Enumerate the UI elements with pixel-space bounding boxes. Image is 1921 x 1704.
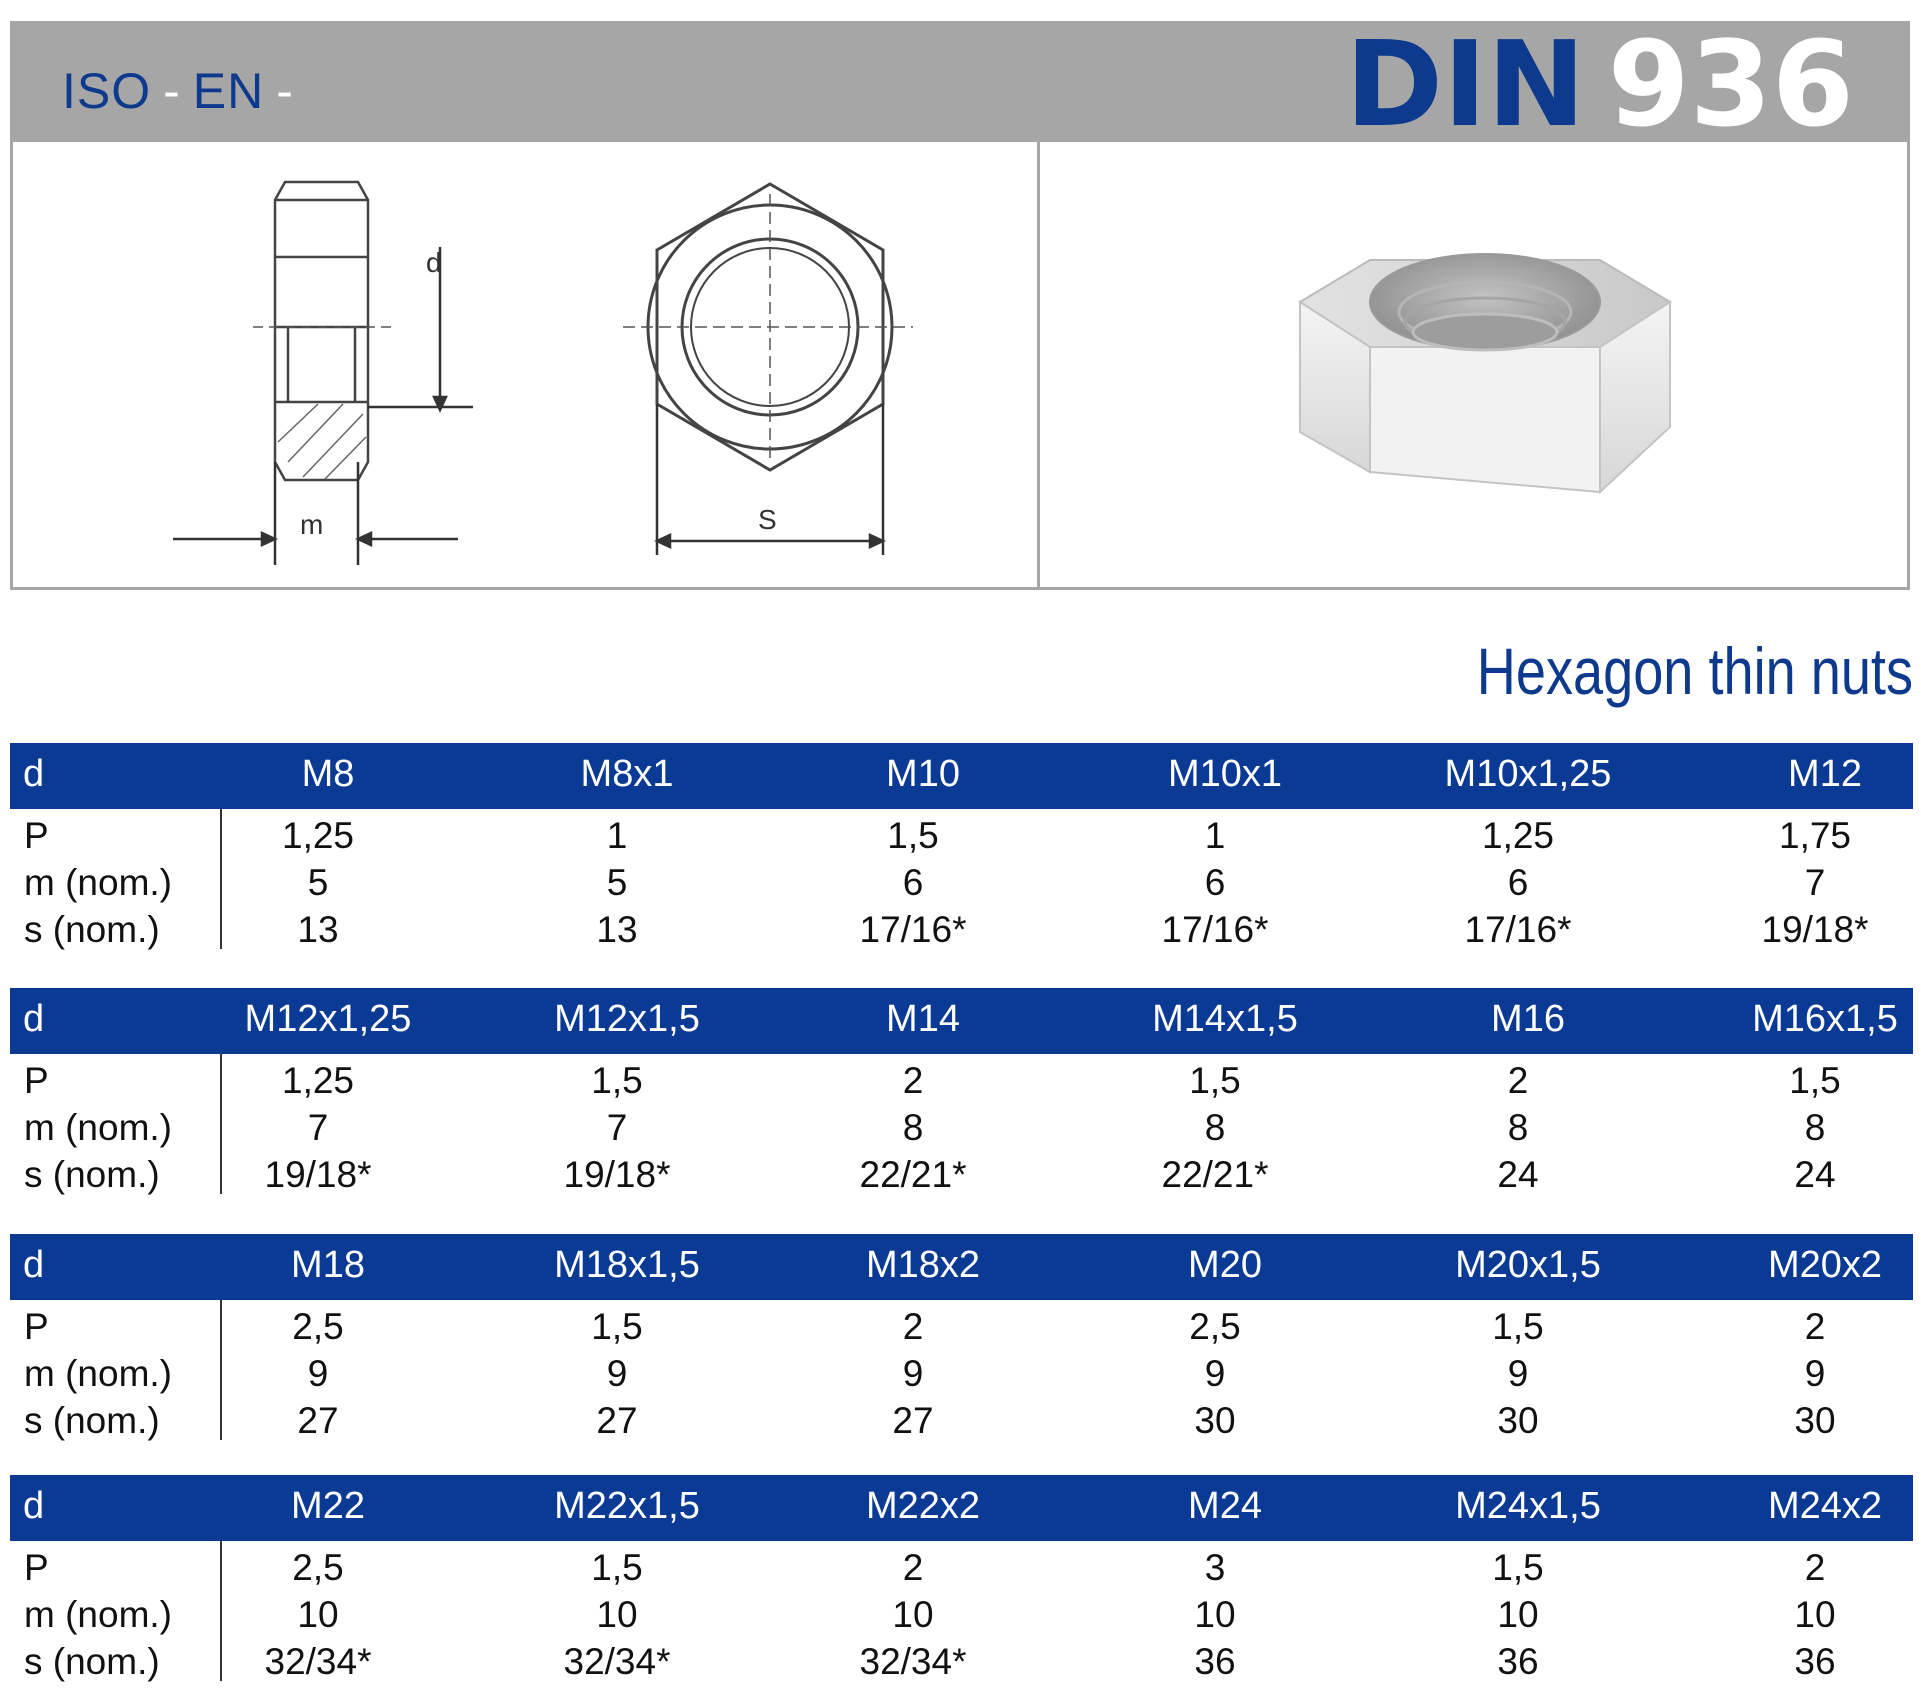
row-label-d: d xyxy=(23,1244,45,1286)
thread-size-cell: M14 xyxy=(886,998,960,1040)
size-table xyxy=(10,988,1913,1194)
table-cell-p: 3 xyxy=(1204,1547,1226,1588)
table-body xyxy=(10,1300,1913,1440)
table-cell-s: 24 xyxy=(1794,1154,1836,1195)
table-cell-s: 30 xyxy=(1497,1400,1539,1441)
dim-s-label: S xyxy=(758,504,777,535)
table-cell-m: 10 xyxy=(1497,1594,1539,1635)
table-cell-m: 10 xyxy=(596,1594,638,1635)
thread-size-cell: M24 xyxy=(1188,1485,1262,1527)
table-cell-s: 32/34* xyxy=(563,1641,671,1682)
table-cell-s: 13 xyxy=(297,909,339,950)
thread-size-cell: M20x1,5 xyxy=(1455,1244,1601,1286)
table-cell-p: 2 xyxy=(902,1547,924,1588)
table-body xyxy=(10,1054,1913,1194)
table-cell-p: 1,5 xyxy=(591,1060,643,1101)
thread-size-cell: M8x1 xyxy=(580,753,674,795)
table-cell-s: 24 xyxy=(1497,1154,1539,1195)
row-label-m: m (nom.) xyxy=(24,1107,172,1148)
thread-size-cell: M16 xyxy=(1491,998,1565,1040)
standard-label xyxy=(62,62,306,120)
thread-size-cell: M12x1,5 xyxy=(554,998,700,1040)
thread-size-cell: M10x1 xyxy=(1167,753,1283,795)
table-cell-m: 6 xyxy=(1507,862,1529,903)
table-cell-m: 10 xyxy=(892,1594,934,1635)
table-header-row xyxy=(10,743,1913,809)
table-cell-s: 27 xyxy=(596,1400,638,1441)
table-cell-p: 1,5 xyxy=(591,1547,643,1588)
hex-nut-photo xyxy=(1040,142,1913,590)
table-cell-s: 13 xyxy=(596,909,638,950)
thread-size-cell: M8 xyxy=(301,753,355,795)
row-label-p: P xyxy=(24,1547,49,1588)
thread-size-cell: M22x1,5 xyxy=(554,1485,700,1527)
thread-size-cell: M22x2 xyxy=(865,1485,981,1527)
table-cell-p: 1,5 xyxy=(1492,1547,1544,1588)
table-header-row xyxy=(10,988,1913,1054)
table-cell-p: 2 xyxy=(902,1306,924,1347)
table-cell-m: 9 xyxy=(1804,1353,1826,1394)
thread-size-cell: M18 xyxy=(291,1244,365,1286)
table-cell-s: 27 xyxy=(297,1400,339,1441)
table-cell-p: 1,5 xyxy=(1189,1060,1241,1101)
table-cell-p: 2 xyxy=(902,1060,924,1101)
size-table xyxy=(10,743,1913,949)
table-cell-m: 8 xyxy=(1507,1107,1529,1148)
row-label-s: s (nom.) xyxy=(24,1400,160,1441)
table-cell-m: 9 xyxy=(902,1353,924,1394)
table-cell-m: 10 xyxy=(1194,1594,1236,1635)
row-label-d: d xyxy=(23,1485,45,1527)
table-cell-s: 17/16* xyxy=(1464,909,1572,950)
dim-m-label: m xyxy=(300,509,324,540)
table-cell-m: 9 xyxy=(307,1353,329,1394)
thread-size-cell: M20 xyxy=(1188,1244,1262,1286)
row-label-p: P xyxy=(24,815,49,856)
thread-size-cell: M10 xyxy=(886,753,960,795)
row-label-s: s (nom.) xyxy=(24,1641,160,1682)
table-cell-s: 36 xyxy=(1497,1641,1539,1682)
table-cell-p: 1,25 xyxy=(281,1060,355,1101)
table-cell-m: 7 xyxy=(1804,862,1826,903)
thread-size-cell: M16x1,5 xyxy=(1752,998,1898,1040)
table-cell-p: 2,5 xyxy=(292,1306,344,1347)
table-cell-s: 36 xyxy=(1794,1641,1836,1682)
table-cell-s: 22/21* xyxy=(859,1154,967,1195)
row-label-s: s (nom.) xyxy=(24,909,160,950)
thread-size-cell: M20x2 xyxy=(1767,1244,1883,1286)
table-cell-p: 1 xyxy=(1204,815,1226,856)
table-cell-m: 8 xyxy=(1804,1107,1826,1148)
din-title xyxy=(1345,15,1854,153)
table-cell-s: 27 xyxy=(892,1400,934,1441)
technical-drawing xyxy=(13,142,1043,590)
table-cell-m: 9 xyxy=(1507,1353,1529,1394)
separator: - xyxy=(163,63,181,119)
row-label-m: m (nom.) xyxy=(24,1353,172,1394)
table-header-row xyxy=(10,1234,1913,1300)
row-label-d: d xyxy=(23,753,45,795)
column-divider xyxy=(220,1300,222,1440)
thread-size-cell: M12x1,25 xyxy=(244,998,412,1040)
din-label: DIN xyxy=(1345,15,1586,153)
thread-size-cell: M24x1,5 xyxy=(1455,1485,1601,1527)
row-label-d: d xyxy=(23,998,45,1040)
product-subtitle: Hexagon thin nuts xyxy=(1476,634,1913,708)
table-cell-m: 9 xyxy=(1204,1353,1226,1394)
table-body xyxy=(10,1541,1913,1681)
separator: - xyxy=(276,63,294,119)
table-cell-m: 5 xyxy=(606,862,628,903)
size-table xyxy=(10,1234,1913,1440)
table-cell-s: 32/34* xyxy=(859,1641,967,1682)
thread-size-cell: M24x2 xyxy=(1767,1485,1883,1527)
table-cell-s: 30 xyxy=(1794,1400,1836,1441)
table-cell-p: 1,25 xyxy=(281,815,355,856)
table-cell-p: 2,5 xyxy=(292,1547,344,1588)
thread-size-cell: M14x1,5 xyxy=(1152,998,1298,1040)
table-cell-m: 10 xyxy=(1794,1594,1836,1635)
table-cell-s: 19/18* xyxy=(1761,909,1869,950)
table-cell-m: 10 xyxy=(297,1594,339,1635)
row-label-m: m (nom.) xyxy=(24,1594,172,1635)
table-cell-p: 2,5 xyxy=(1189,1306,1241,1347)
thread-size-cell: M18x1,5 xyxy=(554,1244,700,1286)
table-cell-s: 17/16* xyxy=(1161,909,1269,950)
table-cell-p: 1 xyxy=(606,815,628,856)
table-cell-p: 2 xyxy=(1507,1060,1529,1101)
column-divider xyxy=(220,1541,222,1681)
thread-size-cell: M12 xyxy=(1788,753,1862,795)
thread-size-cell: M10x1,25 xyxy=(1444,753,1612,795)
row-label-p: P xyxy=(24,1306,49,1347)
table-cell-s: 17/16* xyxy=(859,909,967,950)
table-cell-p: 1,5 xyxy=(1789,1060,1841,1101)
table-cell-m: 7 xyxy=(307,1107,329,1148)
table-cell-s: 32/34* xyxy=(264,1641,372,1682)
product-photo-panel xyxy=(1037,142,1910,590)
din-number: 936 xyxy=(1607,15,1854,153)
en-label: EN xyxy=(192,63,265,119)
row-label-s: s (nom.) xyxy=(24,1154,160,1195)
table-cell-s: 30 xyxy=(1194,1400,1236,1441)
iso-label: ISO xyxy=(62,63,152,119)
table-cell-m: 7 xyxy=(606,1107,628,1148)
table-cell-s: 19/18* xyxy=(264,1154,372,1195)
table-cell-p: 1,75 xyxy=(1778,815,1852,856)
table-cell-m: 6 xyxy=(1204,862,1226,903)
table-cell-s: 36 xyxy=(1194,1641,1236,1682)
column-divider xyxy=(220,1054,222,1194)
table-cell-p: 1,5 xyxy=(1492,1306,1544,1347)
dim-d-label: d xyxy=(426,247,442,278)
table-cell-m: 8 xyxy=(1204,1107,1226,1148)
technical-drawing-panel xyxy=(10,142,1040,590)
table-cell-m: 8 xyxy=(902,1107,924,1148)
column-divider xyxy=(220,809,222,949)
thread-size-cell: M22 xyxy=(291,1485,365,1527)
size-table xyxy=(10,1475,1913,1681)
row-label-p: P xyxy=(24,1060,49,1101)
table-cell-p: 2 xyxy=(1804,1306,1826,1347)
table-body xyxy=(10,809,1913,949)
table-cell-p: 1,5 xyxy=(887,815,939,856)
table-cell-m: 5 xyxy=(307,862,329,903)
table-cell-s: 19/18* xyxy=(563,1154,671,1195)
table-header-row xyxy=(10,1475,1913,1541)
thread-size-cell: M18x2 xyxy=(865,1244,981,1286)
table-cell-p: 1,5 xyxy=(591,1306,643,1347)
table-cell-s: 22/21* xyxy=(1161,1154,1269,1195)
row-label-m: m (nom.) xyxy=(24,862,172,903)
table-cell-p: 2 xyxy=(1804,1547,1826,1588)
table-cell-m: 9 xyxy=(606,1353,628,1394)
table-cell-m: 6 xyxy=(902,862,924,903)
table-cell-p: 1,25 xyxy=(1481,815,1555,856)
